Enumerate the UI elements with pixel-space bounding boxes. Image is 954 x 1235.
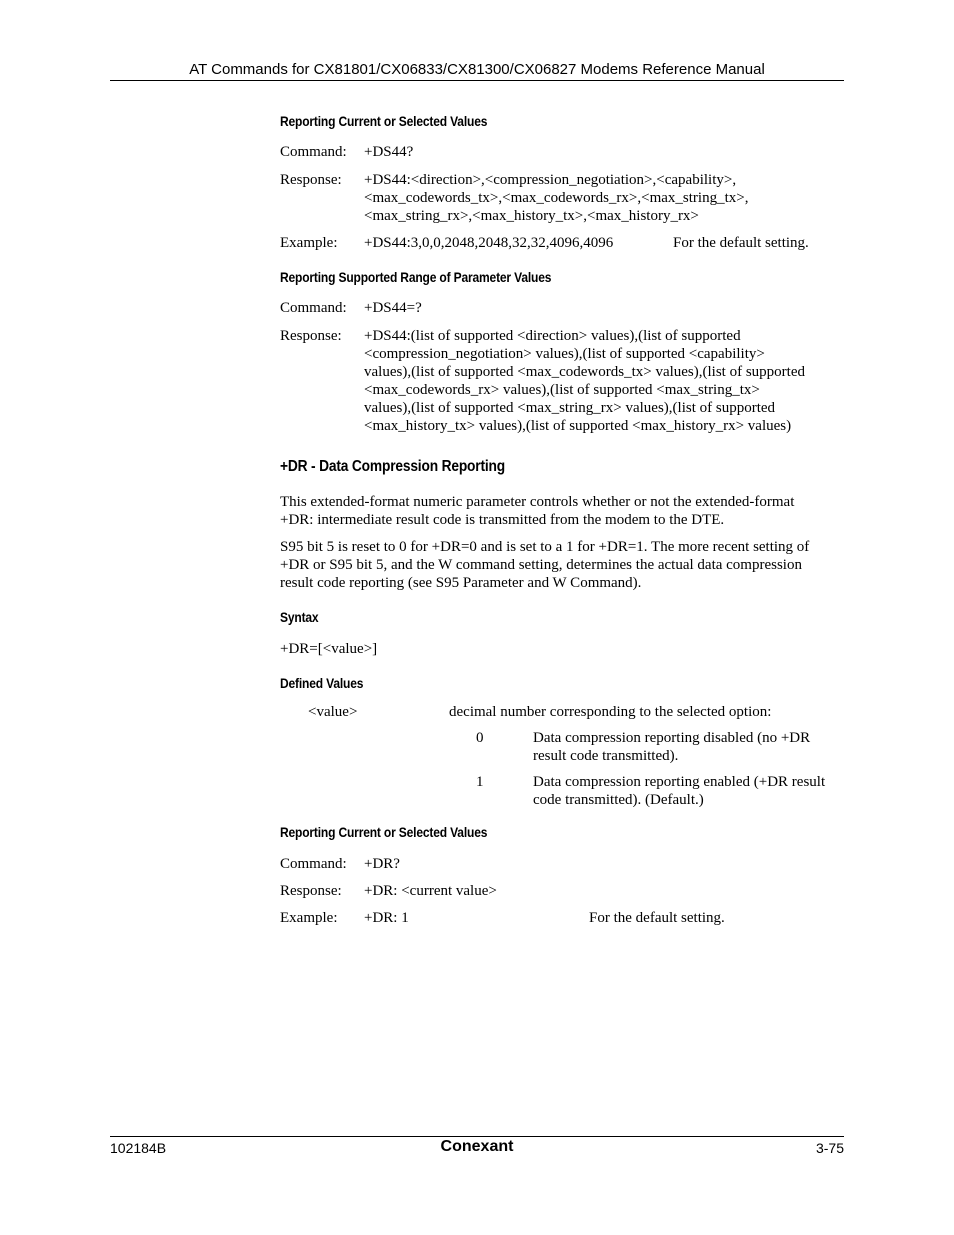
example-note: For the default setting.: [673, 235, 809, 251]
section-heading-ds44-range: Reporting Supported Range of Parameter Values: [280, 269, 552, 285]
response-line: +DS44:<direction>,<compression_negotiation>,<capability>,: [364, 172, 737, 188]
command-label: Command:: [280, 300, 347, 316]
command-label: Command:: [280, 144, 347, 160]
response-line: +DS44:(list of supported <direction> values),(list of supported: [364, 328, 741, 344]
header-rule: [110, 80, 844, 81]
response-label: Response:: [280, 328, 342, 344]
option-code: 0: [476, 730, 484, 746]
response-line: <compression_negotiation> values),(list of supported <capability>: [364, 346, 765, 362]
response-label: Response:: [280, 883, 342, 899]
syntax-heading: Syntax: [280, 609, 319, 625]
paragraph-line: +DR or S95 bit 5, and the W command setting, determines the actual data compression: [280, 557, 802, 573]
s95-paragraph: [280, 538, 840, 592]
example-value: +DS44:3,0,0,2048,2048,32,32,4096,4096: [364, 235, 614, 251]
option-description-line: Data compression reporting enabled (+DR result: [533, 774, 826, 790]
response-line: <max_codewords_rx> values),(list of supported <max_string_tx>: [364, 382, 760, 398]
defined-values-heading: Defined Values: [280, 675, 364, 691]
paragraph-line: S95 bit 5 is reset to 0 for +DR=0 and is set to a 1 for +DR=1. The more recent setting of: [280, 539, 810, 555]
option-description-line: result code transmitted).: [533, 748, 679, 764]
parameter-name: <value>: [308, 704, 358, 720]
command-title-dr: +DR - Data Compression Reporting: [280, 458, 506, 475]
running-header: AT Commands for CX81801/CX06833/CX81300/CX06827 Modems Reference Manual: [189, 61, 765, 78]
option-description-line: code transmitted). (Default.): [533, 792, 704, 808]
description-paragraph: [280, 493, 840, 529]
response-line: values),(list of supported <max_string_rx> values),(list of supported: [364, 400, 776, 416]
page-number: 3-75: [815, 1140, 844, 1156]
parameter-description: decimal number corresponding to the selected option:: [449, 704, 772, 720]
command-value: +DR?: [364, 856, 400, 872]
syntax-value: +DR=[<value>]: [280, 641, 378, 657]
example-value: +DR: 1: [364, 910, 409, 926]
response-line: values),(list of supported <max_codewords_tx> values),(list of supported: [364, 364, 805, 380]
response-line: <max_history_tx> values),(list of supported <max_history_rx> values): [364, 418, 792, 434]
example-label: Example:: [280, 910, 338, 926]
command-label: Command:: [280, 856, 347, 872]
command-value: +DS44=?: [364, 300, 422, 316]
company-name: Conexant: [440, 1138, 514, 1155]
example-note: For the default setting.: [589, 910, 725, 926]
command-value: +DS44?: [364, 144, 414, 160]
footer-rule: [110, 1136, 844, 1137]
paragraph-line: +DR: intermediate result code is transmitted from the modem to the DTE.: [280, 512, 725, 528]
section-heading-dr-current: Reporting Current or Selected Values: [280, 824, 488, 840]
option-code: 1: [476, 774, 484, 790]
response-line: <max_codewords_tx>,<max_codewords_rx>,<max_string_tx>,: [364, 190, 749, 206]
document-number: 102184B: [110, 1140, 167, 1156]
paragraph-line: result code reporting (see S95 Parameter and W Command).: [280, 575, 642, 591]
option-description-line: Data compression reporting disabled (no +DR: [533, 730, 811, 746]
response-label: Response:: [280, 172, 342, 188]
response-line: <max_string_rx>,<max_history_tx>,<max_history_rx>: [364, 208, 699, 224]
example-label: Example:: [280, 235, 338, 251]
paragraph-line: This extended-format numeric parameter controls whether or not the extended-format: [280, 494, 795, 510]
response-value: +DR: <current value>: [364, 883, 497, 899]
section-heading-ds44-current: Reporting Current or Selected Values: [280, 113, 488, 129]
